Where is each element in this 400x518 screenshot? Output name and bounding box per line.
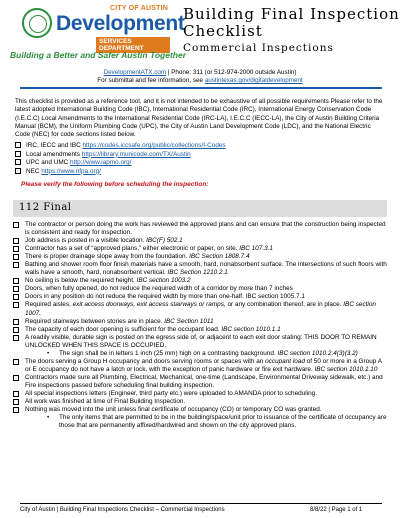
checkbox-icon[interactable]: [13, 254, 19, 260]
checkbox-icon[interactable]: [13, 359, 19, 365]
code-reference: IBC 107.3.1: [239, 245, 273, 253]
checkbox-icon[interactable]: [15, 168, 21, 174]
checkbox-icon[interactable]: [13, 391, 19, 397]
checklist-item: [13, 285, 389, 293]
code-reference: IBC section 1010.1.10: [314, 365, 378, 373]
tagline: Building a Better and Safer Austin Together: [10, 50, 186, 60]
checklist-subitem: [13, 414, 389, 430]
document-subtitle: Commercial Inspections: [183, 42, 334, 54]
city-seal-icon: [22, 8, 52, 38]
checkbox-icon[interactable]: [13, 375, 19, 381]
code-reference: IBC section 1007.: [25, 301, 376, 317]
code-link-row: [15, 159, 387, 168]
item-text: All special inspections letters (Engineer, third party etc.) were uploaded to AMANDA prior to scheduling.: [25, 389, 317, 397]
document-title: [183, 6, 400, 40]
checklist-item: [13, 301, 389, 317]
code-reference: IBC section 1003.2: [136, 277, 191, 285]
phone-text: | Phone: 311 (or 512-974-2000 outside Austin): [166, 69, 297, 76]
code-reference: IBC Section 1808.7.4: [189, 253, 250, 261]
item-emphasis: exit access doorways, exit access stairways or ramps: [72, 301, 224, 309]
code-link-row: [15, 168, 387, 177]
checkbox-icon[interactable]: [13, 294, 19, 300]
checklist-item: [13, 318, 389, 326]
code-link[interactable]: https://codes.iccsafe.org/public/collections/I-Codes: [82, 142, 226, 149]
checkbox-icon[interactable]: [13, 278, 19, 284]
code-label: Local amendments: [26, 150, 82, 158]
checkbox-icon[interactable]: [13, 407, 19, 413]
checklist-item: [13, 326, 389, 334]
checklist: [13, 221, 389, 430]
code-link[interactable]: https://library.municode.com/TX/Austin: [81, 150, 191, 158]
checkbox-icon[interactable]: [13, 327, 19, 333]
verify-note: Please verify the following before scheduling the inspection:: [21, 181, 209, 188]
checklist-item: [13, 358, 389, 374]
item-text: Required aisles,: [25, 301, 73, 309]
checklist-item: [13, 237, 389, 245]
code-link[interactable]: http://www.iapmo.org/: [70, 159, 132, 166]
item-text: The contractor or person doing the work has reviewed the approved plans and can ensure that the construction being inspected is consistent and ready for inspection.: [25, 221, 386, 237]
code-link-row: [15, 151, 387, 160]
footer-left: City of Austin | Building Final Inspections Checklist – Commercial Inspections: [20, 507, 225, 513]
subitem-text: The only items that are permitted to be in the building/space/unit prior to issuance of the certificate of occupancy are those that are permanently affixed/hardwired and shown on the city approved plans.: [59, 414, 387, 430]
checklist-item: [13, 253, 389, 261]
digital-development-link[interactable]: austintexas.gov/digitaldevelopment: [204, 77, 303, 84]
item-text: Job address is posted in a visible location.: [25, 237, 147, 245]
section-header: [13, 200, 387, 217]
checklist-item: [13, 406, 389, 414]
code-link[interactable]: https://www.nfpa.org/: [41, 167, 101, 175]
checkbox-icon[interactable]: [13, 222, 19, 228]
item-text: No ceiling is below the required height.: [25, 277, 137, 285]
item-text: Contractor has a set of “approved plans,” either electronic or paper, on site.: [25, 245, 240, 253]
footer-divider: [20, 503, 382, 504]
item-text: The doors serving a Group H occupancy and doors serving rooms or spaces with an: [25, 357, 266, 365]
checklist-item: [13, 374, 389, 390]
title-line-1: Building Final Inspection: [183, 5, 400, 23]
checkbox-icon[interactable]: [15, 151, 21, 157]
checkbox-icon[interactable]: [13, 335, 19, 341]
footer-right: 8/8/22 | Page 1 of 1: [310, 507, 363, 513]
website-link[interactable]: DevelopmentATX.com: [103, 69, 167, 76]
code-label: UPC and UMC: [26, 159, 71, 166]
checkbox-icon[interactable]: [13, 399, 19, 405]
item-text: The capacity of each door opening is sufficient for the occupant load.: [25, 325, 222, 333]
logo-development-text: Development: [56, 12, 185, 35]
checklist-item: [13, 390, 389, 398]
checklist-item: [13, 277, 389, 285]
item-text: Doors in any position do not reduce the required width by more than one-half. IBC section 1005.7.1: [25, 293, 305, 301]
checkbox-icon[interactable]: [13, 262, 19, 268]
item-text: There is proper drainage slope away from the foundation.: [25, 253, 190, 261]
code-label: NEC: [26, 167, 42, 175]
checkbox-icon[interactable]: [13, 286, 19, 292]
code-reference: IBC Section 1011: [164, 317, 214, 325]
checklist-item: [13, 245, 389, 253]
item-text: Doors, when fully opened, do not reduce the required width of a corridor by more than 7 inches: [25, 285, 293, 293]
logo-services-text: SERVICES DEPARTMENT: [96, 37, 170, 53]
item-text: Required stairways between stories are in place.: [25, 317, 165, 325]
checkbox-icon[interactable]: [13, 302, 19, 308]
item-emphasis: occupant load: [265, 357, 305, 365]
code-reference: IBC section 1010.1.1: [221, 325, 281, 333]
checklist-item: [13, 261, 389, 277]
item-text: Nothing was moved into the unit unless final certificate of occupancy (CO) or temporary CO was granted.: [25, 406, 322, 414]
item-text: A readily visible, durable sign is posted on the egress side of, or adjacent to each exit door stating: THIS DOOR TO REMAIN UNLOCKED WHEN THIS SPACE IS OCCUPIED.: [25, 333, 377, 349]
checkbox-icon[interactable]: [15, 142, 21, 148]
checkbox-icon[interactable]: [15, 159, 21, 165]
checkbox-icon[interactable]: [13, 246, 19, 252]
item-text: Bathing and shower room floor finish materials have a smooth, hard, nonabsorbent surface. The intersections of such floors with walls have a smooth, hard, nonabsorbent vertical.: [25, 261, 387, 277]
subitem-text: The sign shall be in letters 1 inch (25 mm) high on a contrasting background.: [59, 349, 278, 357]
checklist-subitem: [13, 350, 389, 358]
title-line-2: Checklist: [183, 22, 263, 40]
contact-info: [0, 69, 400, 85]
item-text: Contractors made sure all Plumbing, Electrical, Mechanical, one-time (Landscape, Environmental Driveway sidewalk, etc.) and Fire inspections passed before scheduling final building inspection.: [25, 373, 383, 389]
item-text: All work was finished at time of Final Building Inspection.: [25, 398, 186, 406]
checklist-item: [13, 334, 389, 350]
header-divider: [20, 87, 382, 89]
checkbox-icon[interactable]: [13, 238, 19, 244]
intro-paragraph: This checklist is provided as a reference tool, and it is not intended to be exhaustive of all possible requirements Please refer to the latest adopted International Building Code (IBC), International Residential Code (IRC), International Energy Conservation Code (I.E.C.C) Local Amendments to the International Residential Code (IRC-LA), I.E.C.C (IECC-LA), the City of Austin Building Criteria Manual (BCM), the Uniform Plumbing Code (UPC), the City of Austin Land Development Code (LDC), and the National Electric Code (NEC) for code sections listed below.: [15, 98, 383, 139]
city-logo: [10, 4, 186, 62]
checklist-item: [13, 221, 389, 237]
code-label: IRC, IECC and IBC: [26, 142, 83, 149]
checklist-item: [13, 398, 389, 406]
item-text-tail: of 50 or more in a Group A or E occupancy do not have a latch or lock, with the exception of panic hardware or fire exit hardware.: [25, 357, 382, 373]
code-reference: IBC section 1010.2.4(3)(3.2): [277, 349, 358, 357]
submittal-text: For submittal and fee information, see: [97, 77, 205, 84]
logo-city-text: CITY OF AUSTIN: [110, 5, 169, 12]
item-text-tail: , or any combination thereof, are in place.: [223, 301, 344, 309]
section-title: 112 Final: [19, 202, 72, 213]
checkbox-icon[interactable]: [13, 319, 19, 325]
code-links-list: [15, 142, 387, 176]
code-reference: IBC Section 1210.2.1: [167, 269, 228, 277]
checklist-item: [13, 293, 389, 301]
code-reference: IBC(F) 502.1: [146, 237, 183, 245]
code-link-row: [15, 142, 387, 151]
